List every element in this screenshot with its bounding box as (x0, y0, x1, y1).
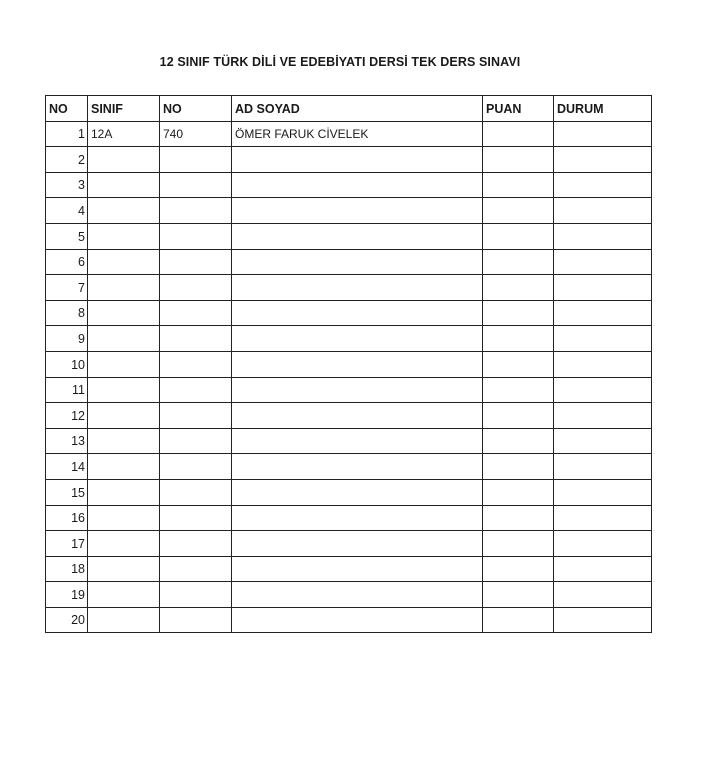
cell-puan (483, 198, 554, 224)
cell-puan (483, 121, 554, 147)
page-title: 12 SINIF TÜRK DİLİ VE EDEBİYATI DERSİ TEK DERS SINAVI (159, 55, 521, 69)
cell-durum (554, 198, 652, 224)
cell-sinif (88, 275, 160, 301)
cell-sinif (88, 351, 160, 377)
cell-no: 8 (46, 300, 88, 326)
column-header-ogrenci-no: NO (160, 96, 232, 122)
cell-ad-soyad (232, 326, 483, 352)
table-row (46, 121, 652, 147)
table-header-row (46, 96, 652, 122)
cell-ogrenci-no (160, 147, 232, 173)
cell-puan (483, 531, 554, 557)
cell-no: 20 (46, 607, 88, 633)
cell-puan (483, 275, 554, 301)
table-row (46, 403, 652, 429)
cell-no: 4 (46, 198, 88, 224)
cell-ogrenci-no (160, 607, 232, 633)
cell-no: 19 (46, 582, 88, 608)
cell-no: 1 (46, 121, 88, 147)
cell-ogrenci-no (160, 326, 232, 352)
cell-no: 2 (46, 147, 88, 173)
cell-ad-soyad (232, 607, 483, 633)
cell-ad-soyad (232, 556, 483, 582)
cell-ogrenci-no: 740 (160, 121, 232, 147)
cell-no: 3 (46, 172, 88, 198)
table-row (46, 428, 652, 454)
cell-durum (554, 479, 652, 505)
exam-results-table (45, 95, 652, 633)
cell-puan (483, 607, 554, 633)
cell-puan (483, 351, 554, 377)
cell-ogrenci-no (160, 351, 232, 377)
cell-sinif (88, 479, 160, 505)
cell-ogrenci-no (160, 275, 232, 301)
cell-ad-soyad (232, 428, 483, 454)
cell-ogrenci-no (160, 454, 232, 480)
cell-sinif (88, 223, 160, 249)
cell-sinif (88, 147, 160, 173)
cell-ad-soyad (232, 147, 483, 173)
cell-sinif (88, 556, 160, 582)
cell-sinif: 12A (88, 121, 160, 147)
cell-durum (554, 172, 652, 198)
table-row (46, 223, 652, 249)
cell-durum (554, 351, 652, 377)
cell-no: 18 (46, 556, 88, 582)
table-row (46, 377, 652, 403)
cell-ad-soyad (232, 172, 483, 198)
cell-durum (554, 607, 652, 633)
cell-puan (483, 428, 554, 454)
cell-ad-soyad: ÖMER FARUK CİVELEK (232, 121, 483, 147)
cell-no: 11 (46, 377, 88, 403)
cell-durum (554, 147, 652, 173)
cell-ad-soyad (232, 377, 483, 403)
cell-durum (554, 556, 652, 582)
cell-sinif (88, 326, 160, 352)
column-header-sinif: SINIF (88, 96, 160, 122)
cell-no: 13 (46, 428, 88, 454)
cell-puan (483, 326, 554, 352)
table-body (46, 121, 652, 633)
cell-no: 14 (46, 454, 88, 480)
table-row (46, 556, 652, 582)
cell-durum (554, 403, 652, 429)
cell-no: 6 (46, 249, 88, 275)
cell-ad-soyad (232, 223, 483, 249)
cell-no: 15 (46, 479, 88, 505)
table-row (46, 505, 652, 531)
cell-durum (554, 428, 652, 454)
cell-no: 16 (46, 505, 88, 531)
cell-ad-soyad (232, 582, 483, 608)
cell-sinif (88, 198, 160, 224)
column-header-ad-soyad: AD SOYAD (232, 96, 483, 122)
cell-puan (483, 582, 554, 608)
cell-no: 5 (46, 223, 88, 249)
cell-no: 17 (46, 531, 88, 557)
cell-sinif (88, 428, 160, 454)
cell-ad-soyad (232, 479, 483, 505)
cell-puan (483, 505, 554, 531)
table-row (46, 249, 652, 275)
cell-ogrenci-no (160, 223, 232, 249)
table-row (46, 147, 652, 173)
table-row (46, 351, 652, 377)
cell-puan (483, 300, 554, 326)
cell-no: 9 (46, 326, 88, 352)
table-row (46, 198, 652, 224)
cell-durum (554, 223, 652, 249)
cell-ad-soyad (232, 531, 483, 557)
cell-ogrenci-no (160, 582, 232, 608)
cell-puan (483, 479, 554, 505)
cell-sinif (88, 249, 160, 275)
cell-puan (483, 172, 554, 198)
cell-ad-soyad (232, 300, 483, 326)
cell-ogrenci-no (160, 249, 232, 275)
table-row (46, 582, 652, 608)
cell-ogrenci-no (160, 531, 232, 557)
cell-ogrenci-no (160, 479, 232, 505)
cell-durum (554, 454, 652, 480)
cell-sinif (88, 454, 160, 480)
cell-puan (483, 223, 554, 249)
table-row (46, 454, 652, 480)
cell-durum (554, 300, 652, 326)
column-header-no: NO (46, 96, 88, 122)
table-row (46, 607, 652, 633)
table-row (46, 326, 652, 352)
table-row (46, 300, 652, 326)
cell-ogrenci-no (160, 428, 232, 454)
cell-sinif (88, 377, 160, 403)
cell-ad-soyad (232, 351, 483, 377)
cell-durum (554, 121, 652, 147)
cell-ogrenci-no (160, 172, 232, 198)
cell-ogrenci-no (160, 300, 232, 326)
table-row (46, 531, 652, 557)
table-row (46, 275, 652, 301)
cell-sinif (88, 582, 160, 608)
cell-ad-soyad (232, 198, 483, 224)
cell-ad-soyad (232, 249, 483, 275)
cell-sinif (88, 505, 160, 531)
cell-puan (483, 454, 554, 480)
cell-ogrenci-no (160, 198, 232, 224)
cell-no: 7 (46, 275, 88, 301)
cell-puan (483, 556, 554, 582)
cell-durum (554, 531, 652, 557)
column-header-durum: DURUM (554, 96, 652, 122)
cell-durum (554, 275, 652, 301)
cell-ad-soyad (232, 403, 483, 429)
cell-sinif (88, 531, 160, 557)
cell-durum (554, 326, 652, 352)
cell-durum (554, 249, 652, 275)
cell-ogrenci-no (160, 377, 232, 403)
cell-ad-soyad (232, 505, 483, 531)
column-header-puan: PUAN (483, 96, 554, 122)
cell-puan (483, 249, 554, 275)
cell-no: 12 (46, 403, 88, 429)
cell-sinif (88, 300, 160, 326)
cell-ad-soyad (232, 275, 483, 301)
cell-durum (554, 505, 652, 531)
table-row (46, 479, 652, 505)
cell-sinif (88, 403, 160, 429)
cell-durum (554, 377, 652, 403)
table-row (46, 172, 652, 198)
cell-ogrenci-no (160, 556, 232, 582)
cell-puan (483, 403, 554, 429)
cell-puan (483, 377, 554, 403)
cell-sinif (88, 607, 160, 633)
cell-puan (483, 147, 554, 173)
cell-ogrenci-no (160, 505, 232, 531)
cell-sinif (88, 172, 160, 198)
cell-durum (554, 582, 652, 608)
cell-ad-soyad (232, 454, 483, 480)
cell-no: 10 (46, 351, 88, 377)
cell-ogrenci-no (160, 403, 232, 429)
